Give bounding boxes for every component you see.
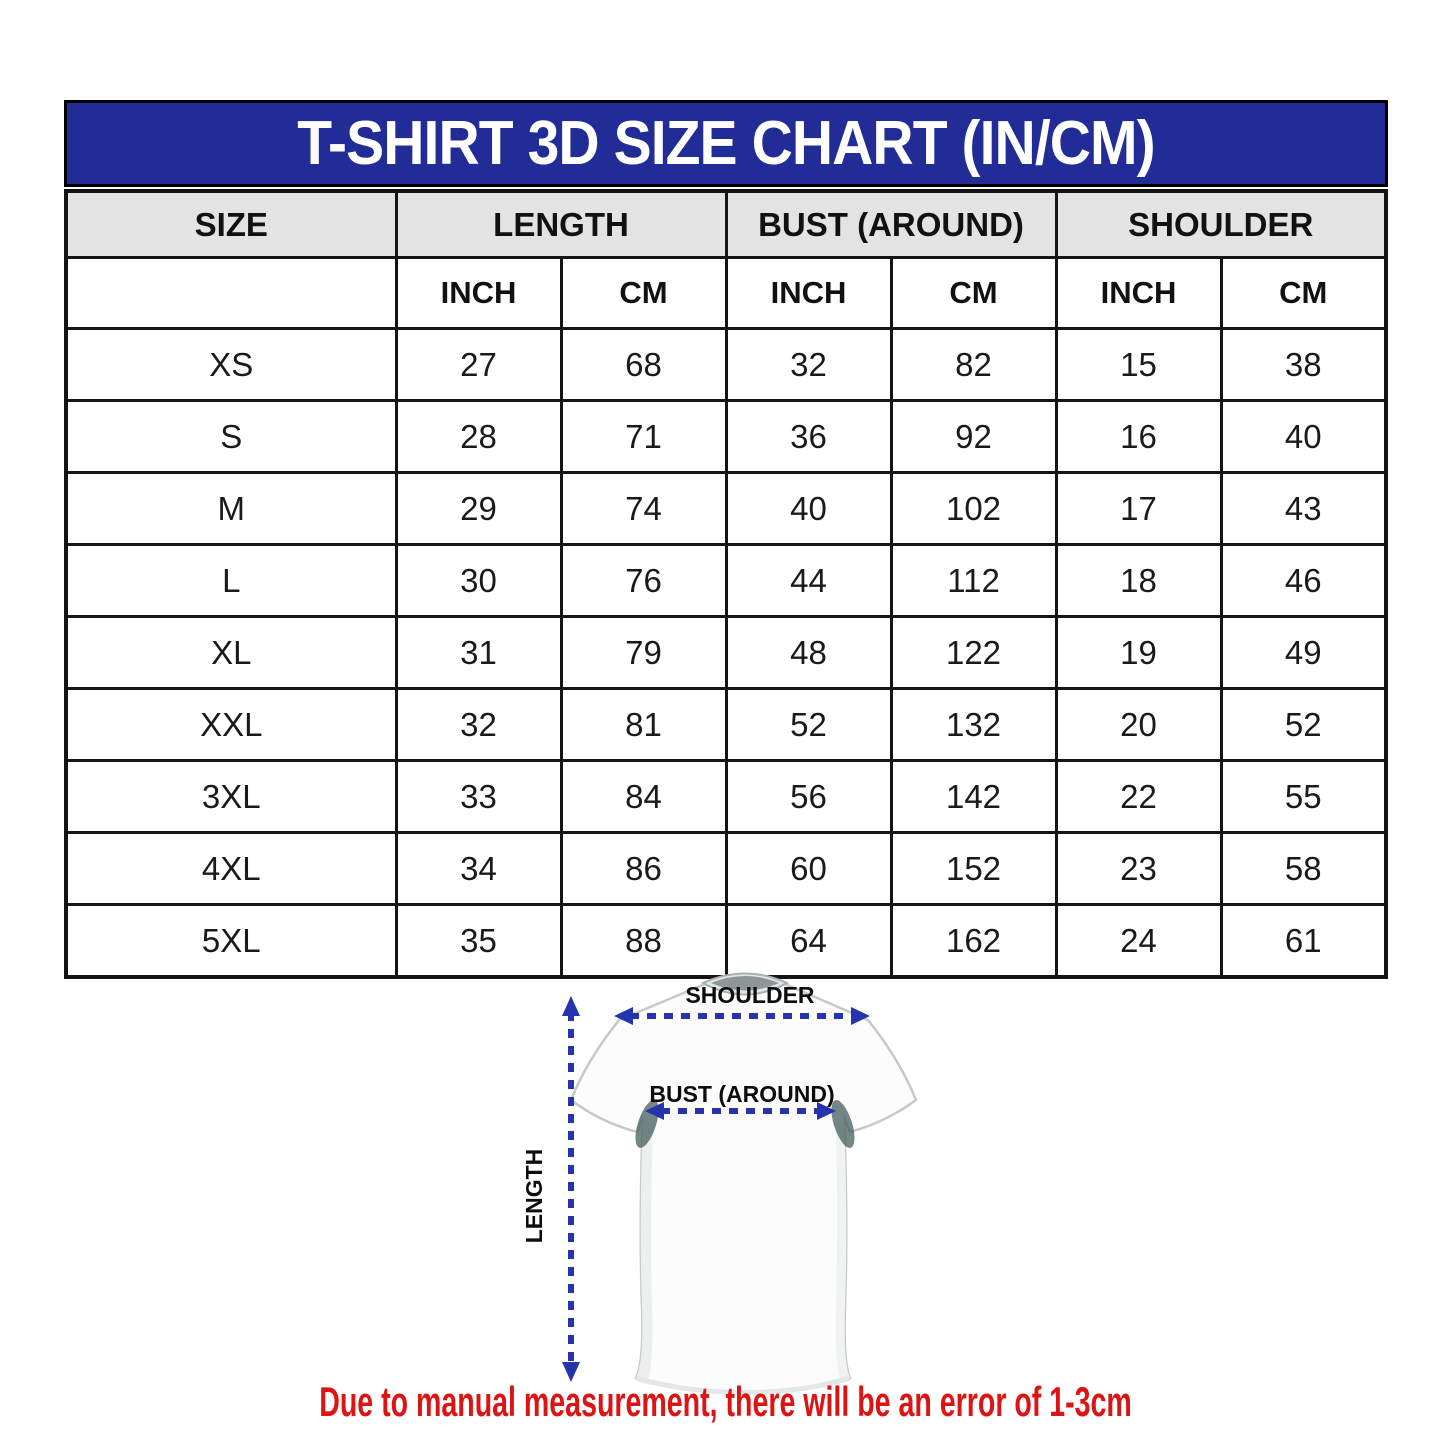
unit-header: INCH	[1056, 258, 1221, 329]
value-cell: 86	[561, 833, 726, 905]
tshirt-graphic	[571, 974, 916, 1396]
unit-header: CM	[1221, 258, 1386, 329]
banner	[64, 100, 1388, 187]
bust-arrow-label: BUST (AROUND)	[649, 1081, 835, 1107]
table-row	[66, 761, 1386, 833]
table-row	[66, 617, 1386, 689]
size-cell: XXL	[66, 689, 396, 761]
group-header-row	[66, 191, 1386, 258]
value-cell: 76	[561, 545, 726, 617]
unit-header-spacer	[66, 258, 396, 329]
value-cell: 33	[396, 761, 561, 833]
value-cell: 82	[891, 329, 1056, 401]
header-bust: BUST (AROUND)	[726, 191, 1056, 258]
value-cell: 20	[1056, 689, 1221, 761]
header-length: LENGTH	[396, 191, 726, 258]
footer	[64, 1380, 1388, 1424]
table-row	[66, 545, 1386, 617]
tshirt-diagram	[420, 958, 1000, 1398]
value-cell: 29	[396, 473, 561, 545]
value-cell: 34	[396, 833, 561, 905]
unit-header: CM	[891, 258, 1056, 329]
value-cell: 132	[891, 689, 1056, 761]
value-cell: 27	[396, 329, 561, 401]
value-cell: 58	[1221, 833, 1386, 905]
value-cell: 71	[561, 401, 726, 473]
value-cell: 24	[1056, 905, 1221, 978]
shoulder-arrow-label: SHOULDER	[685, 982, 815, 1008]
value-cell: 52	[726, 689, 891, 761]
value-cell: 43	[1221, 473, 1386, 545]
value-cell: 49	[1221, 617, 1386, 689]
value-cell: 61	[1221, 905, 1386, 978]
size-cell: L	[66, 545, 396, 617]
value-cell: 36	[726, 401, 891, 473]
value-cell: 84	[561, 761, 726, 833]
value-cell: 19	[1056, 617, 1221, 689]
value-cell: 81	[561, 689, 726, 761]
value-cell: 102	[891, 473, 1056, 545]
size-cell: 5XL	[66, 905, 396, 978]
value-cell: 32	[396, 689, 561, 761]
size-cell: S	[66, 401, 396, 473]
unit-header: CM	[561, 258, 726, 329]
table-row	[66, 473, 1386, 545]
value-cell: 68	[561, 329, 726, 401]
value-cell: 22	[1056, 761, 1221, 833]
tshirt-diagram-svg	[420, 958, 1000, 1398]
unit-header: INCH	[726, 258, 891, 329]
shirt-shading-right	[836, 1116, 851, 1381]
value-cell: 74	[561, 473, 726, 545]
value-cell: 44	[726, 545, 891, 617]
size-cell: XS	[66, 329, 396, 401]
value-cell: 40	[1221, 401, 1386, 473]
value-cell: 152	[891, 833, 1056, 905]
header-size: SIZE	[66, 191, 396, 258]
unit-header: INCH	[396, 258, 561, 329]
value-cell: 48	[726, 617, 891, 689]
value-cell: 55	[1221, 761, 1386, 833]
size-table	[64, 189, 1388, 979]
value-cell: 35	[396, 905, 561, 978]
value-cell: 17	[1056, 473, 1221, 545]
value-cell: 46	[1221, 545, 1386, 617]
unit-header-row	[66, 258, 1386, 329]
value-cell: 56	[726, 761, 891, 833]
size-cell: 4XL	[66, 833, 396, 905]
length-arrow-label: LENGTH	[521, 1148, 547, 1244]
value-cell: 15	[1056, 329, 1221, 401]
table-row	[66, 329, 1386, 401]
footer-note: Due to manual measurement, there will be an error of 1-3cm	[319, 1378, 1133, 1425]
size-cell: 3XL	[66, 761, 396, 833]
value-cell: 38	[1221, 329, 1386, 401]
value-cell: 92	[891, 401, 1056, 473]
value-cell: 64	[726, 905, 891, 978]
header-shoulder: SHOULDER	[1056, 191, 1386, 258]
size-cell: M	[66, 473, 396, 545]
value-cell: 60	[726, 833, 891, 905]
value-cell: 16	[1056, 401, 1221, 473]
value-cell: 28	[396, 401, 561, 473]
length-arrow	[562, 996, 580, 1382]
table-row	[66, 401, 1386, 473]
value-cell: 23	[1056, 833, 1221, 905]
value-cell: 142	[891, 761, 1056, 833]
size-cell: XL	[66, 617, 396, 689]
value-cell: 32	[726, 329, 891, 401]
value-cell: 162	[891, 905, 1056, 978]
table-row	[66, 689, 1386, 761]
table-body	[66, 329, 1386, 978]
value-cell: 52	[1221, 689, 1386, 761]
value-cell: 40	[726, 473, 891, 545]
value-cell: 18	[1056, 545, 1221, 617]
value-cell: 88	[561, 905, 726, 978]
table-row	[66, 833, 1386, 905]
value-cell: 112	[891, 545, 1056, 617]
value-cell: 30	[396, 545, 561, 617]
page-title: T-SHIRT 3D SIZE CHART (IN/CM)	[297, 109, 1155, 178]
value-cell: 79	[561, 617, 726, 689]
value-cell: 122	[891, 617, 1056, 689]
shirt-shading-left	[636, 1116, 653, 1381]
value-cell: 31	[396, 617, 561, 689]
